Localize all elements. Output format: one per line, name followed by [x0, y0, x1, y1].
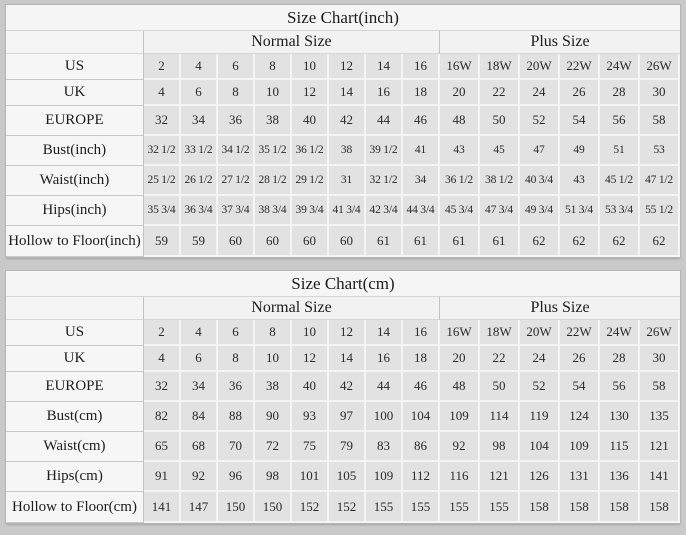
size-cell: 83	[366, 432, 403, 462]
row-label: Hollow to Floor(cm)	[6, 492, 144, 523]
size-cell: 24W	[600, 320, 640, 346]
size-cell: 38	[329, 136, 366, 166]
size-cell: 96	[218, 462, 255, 492]
size-cell: 20W	[520, 320, 560, 346]
table-row	[6, 166, 680, 196]
row-label: Hollow to Floor(inch)	[6, 226, 144, 257]
size-cell: 38	[255, 106, 292, 136]
row-label: US	[6, 320, 144, 346]
table-row	[6, 462, 680, 492]
size-cell: 42 3/4	[366, 196, 403, 226]
size-cell: 41	[403, 136, 440, 166]
table-row	[6, 346, 680, 372]
size-cell: 49 3/4	[520, 196, 560, 226]
size-cell: 158	[560, 492, 600, 523]
size-cell: 150	[218, 492, 255, 523]
size-cell: 90	[255, 402, 292, 432]
size-cell: 58	[640, 106, 680, 136]
table-row	[6, 271, 680, 297]
size-cell: 20W	[520, 54, 560, 80]
size-cell: 14	[366, 320, 403, 346]
table-row	[6, 136, 680, 166]
size-cell: 26 1/2	[181, 166, 218, 196]
size-cell: 14	[329, 346, 366, 372]
size-cell: 24	[520, 346, 560, 372]
size-cell: 14	[366, 54, 403, 80]
size-cell: 22	[480, 346, 520, 372]
size-cell: 150	[255, 492, 292, 523]
size-cell: 6	[218, 320, 255, 346]
size-cell: 86	[403, 432, 440, 462]
size-cell: 39 3/4	[292, 196, 329, 226]
size-cell: 48	[440, 372, 480, 402]
group-header-plus: Plus Size	[440, 31, 680, 54]
size-cell: 61	[403, 226, 440, 257]
size-cell: 50	[480, 372, 520, 402]
size-cell: 36	[218, 106, 255, 136]
size-cell: 51 3/4	[560, 196, 600, 226]
size-cell: 119	[520, 402, 560, 432]
table-row	[6, 80, 680, 106]
size-cell: 33 1/2	[181, 136, 218, 166]
table-row	[6, 5, 680, 31]
size-cell: 42	[329, 106, 366, 136]
size-cell: 38	[255, 372, 292, 402]
size-cell: 60	[292, 226, 329, 257]
size-cell: 121	[480, 462, 520, 492]
size-cell: 4	[144, 346, 181, 372]
size-cell: 105	[329, 462, 366, 492]
table-row	[6, 54, 680, 80]
size-cell: 16	[403, 320, 440, 346]
row-label: Hips(inch)	[6, 196, 144, 226]
size-cell: 58	[640, 372, 680, 402]
size-cell: 152	[292, 492, 329, 523]
size-cell: 112	[403, 462, 440, 492]
table-row	[6, 492, 680, 523]
table-row	[6, 372, 680, 402]
row-label: EUROPE	[6, 372, 144, 402]
size-cell: 12	[329, 320, 366, 346]
size-cell: 12	[292, 346, 329, 372]
size-cell: 155	[480, 492, 520, 523]
row-label: US	[6, 54, 144, 80]
size-cell: 98	[255, 462, 292, 492]
size-cell: 60	[218, 226, 255, 257]
size-cell: 6	[181, 346, 218, 372]
size-cell: 84	[181, 402, 218, 432]
size-cell: 44	[366, 372, 403, 402]
size-cell: 29 1/2	[292, 166, 329, 196]
size-cell: 79	[329, 432, 366, 462]
size-cell: 52	[520, 372, 560, 402]
size-cell: 26W	[640, 320, 680, 346]
size-cell: 36 1/2	[292, 136, 329, 166]
size-cell: 47	[520, 136, 560, 166]
size-cell: 75	[292, 432, 329, 462]
size-cell: 135	[640, 402, 680, 432]
size-cell: 26	[560, 346, 600, 372]
size-cell: 10	[292, 54, 329, 80]
size-cell: 20	[440, 80, 480, 106]
size-cell: 36	[218, 372, 255, 402]
size-cell: 40 3/4	[520, 166, 560, 196]
size-cell: 4	[181, 54, 218, 80]
size-cell: 16W	[440, 320, 480, 346]
size-cell: 53 3/4	[600, 196, 640, 226]
size-cell: 28	[600, 346, 640, 372]
size-cell: 35 1/2	[255, 136, 292, 166]
size-cell: 49	[560, 136, 600, 166]
size-cell: 130	[600, 402, 640, 432]
size-cell: 28 1/2	[255, 166, 292, 196]
size-cell: 68	[181, 432, 218, 462]
size-cell: 18W	[480, 320, 520, 346]
row-label: UK	[6, 80, 144, 106]
size-cell: 62	[560, 226, 600, 257]
size-cell: 88	[218, 402, 255, 432]
table-title: Size Chart(inch)	[6, 5, 680, 31]
size-cell: 10	[292, 320, 329, 346]
size-cell: 126	[520, 462, 560, 492]
size-cell: 47 1/2	[640, 166, 680, 196]
size-cell: 158	[600, 492, 640, 523]
size-cell: 155	[440, 492, 480, 523]
size-cell: 152	[329, 492, 366, 523]
size-cell: 36 1/2	[440, 166, 480, 196]
size-cell: 30	[640, 346, 680, 372]
size-cell: 55 1/2	[640, 196, 680, 226]
table-row	[6, 31, 680, 54]
size-cell: 38 1/2	[480, 166, 520, 196]
size-chart-inch-table	[6, 5, 680, 257]
size-cell: 92	[440, 432, 480, 462]
row-label: Hips(cm)	[6, 462, 144, 492]
row-label: Waist(cm)	[6, 432, 144, 462]
size-cell: 8	[255, 54, 292, 80]
size-cell: 4	[181, 320, 218, 346]
size-cell: 22W	[560, 320, 600, 346]
row-label: EUROPE	[6, 106, 144, 136]
size-cell: 39 1/2	[366, 136, 403, 166]
size-cell: 40	[292, 372, 329, 402]
table-row	[6, 320, 680, 346]
size-cell: 61	[366, 226, 403, 257]
row-label: Bust(inch)	[6, 136, 144, 166]
size-cell: 56	[600, 106, 640, 136]
size-cell: 104	[520, 432, 560, 462]
size-cell: 12	[292, 80, 329, 106]
size-cell: 43	[560, 166, 600, 196]
size-cell: 32	[144, 372, 181, 402]
group-header-normal: Normal Size	[144, 31, 440, 54]
size-cell: 121	[640, 432, 680, 462]
size-cell: 61	[480, 226, 520, 257]
size-cell: 141	[640, 462, 680, 492]
size-cell: 10	[255, 346, 292, 372]
size-cell: 22W	[560, 54, 600, 80]
size-cell: 45	[480, 136, 520, 166]
corner-cell	[6, 297, 144, 320]
size-cell: 8	[218, 80, 255, 106]
size-cell: 25 1/2	[144, 166, 181, 196]
table-row	[6, 402, 680, 432]
size-cell: 34	[181, 106, 218, 136]
size-cell: 51	[600, 136, 640, 166]
corner-cell	[6, 31, 144, 54]
size-cell: 26	[560, 80, 600, 106]
size-cell: 136	[600, 462, 640, 492]
table-row	[6, 196, 680, 226]
size-cell: 70	[218, 432, 255, 462]
size-cell: 104	[403, 402, 440, 432]
size-cell: 16	[366, 346, 403, 372]
size-cell: 45 1/2	[600, 166, 640, 196]
size-cell: 44	[366, 106, 403, 136]
row-label: Waist(inch)	[6, 166, 144, 196]
row-label: Bust(cm)	[6, 402, 144, 432]
size-cell: 82	[144, 402, 181, 432]
size-cell: 2	[144, 54, 181, 80]
group-header-normal: Normal Size	[144, 297, 440, 320]
size-cell: 48	[440, 106, 480, 136]
size-cell: 42	[329, 372, 366, 402]
size-cell: 54	[560, 106, 600, 136]
size-cell: 24	[520, 80, 560, 106]
size-cell: 32 1/2	[366, 166, 403, 196]
size-cell: 31	[329, 166, 366, 196]
size-cell: 30	[640, 80, 680, 106]
size-cell: 62	[640, 226, 680, 257]
size-cell: 18	[403, 80, 440, 106]
size-cell: 115	[600, 432, 640, 462]
size-cell: 147	[181, 492, 218, 523]
size-cell: 22	[480, 80, 520, 106]
size-cell: 100	[366, 402, 403, 432]
size-cell: 38 3/4	[255, 196, 292, 226]
size-cell: 8	[255, 320, 292, 346]
table-row	[6, 106, 680, 136]
size-cell: 72	[255, 432, 292, 462]
size-cell: 2	[144, 320, 181, 346]
size-cell: 32 1/2	[144, 136, 181, 166]
size-cell: 158	[640, 492, 680, 523]
size-cell: 24W	[600, 54, 640, 80]
size-cell: 46	[403, 106, 440, 136]
size-cell: 45 3/4	[440, 196, 480, 226]
size-cell: 6	[181, 80, 218, 106]
size-cell: 109	[440, 402, 480, 432]
size-cell: 93	[292, 402, 329, 432]
size-cell: 155	[403, 492, 440, 523]
size-cell: 92	[181, 462, 218, 492]
size-cell: 109	[366, 462, 403, 492]
size-cell: 16	[403, 54, 440, 80]
size-cell: 36 3/4	[181, 196, 218, 226]
size-cell: 91	[144, 462, 181, 492]
size-cell: 46	[403, 372, 440, 402]
size-cell: 16	[366, 80, 403, 106]
size-cell: 26W	[640, 54, 680, 80]
size-cell: 116	[440, 462, 480, 492]
size-cell: 18W	[480, 54, 520, 80]
size-cell: 65	[144, 432, 181, 462]
size-cell: 34	[403, 166, 440, 196]
size-cell: 54	[560, 372, 600, 402]
size-cell: 52	[520, 106, 560, 136]
size-cell: 131	[560, 462, 600, 492]
size-cell: 40	[292, 106, 329, 136]
size-cell: 16W	[440, 54, 480, 80]
size-cell: 41 3/4	[329, 196, 366, 226]
table-row	[6, 432, 680, 462]
size-cell: 47 3/4	[480, 196, 520, 226]
size-cell: 124	[560, 402, 600, 432]
size-cell: 60	[329, 226, 366, 257]
size-cell: 53	[640, 136, 680, 166]
group-header-plus: Plus Size	[440, 297, 680, 320]
row-label: UK	[6, 346, 144, 372]
size-cell: 35 3/4	[144, 196, 181, 226]
table-row	[6, 297, 680, 320]
size-cell: 141	[144, 492, 181, 523]
size-cell: 8	[218, 346, 255, 372]
size-cell: 44 3/4	[403, 196, 440, 226]
size-cell: 43	[440, 136, 480, 166]
size-cell: 4	[144, 80, 181, 106]
size-chart-page	[0, 5, 686, 535]
table-row	[6, 226, 680, 257]
size-cell: 109	[560, 432, 600, 462]
size-cell: 18	[403, 346, 440, 372]
size-cell: 28	[600, 80, 640, 106]
size-cell: 62	[600, 226, 640, 257]
size-cell: 62	[520, 226, 560, 257]
size-cell: 98	[480, 432, 520, 462]
table-title: Size Chart(cm)	[6, 271, 680, 297]
size-cell: 97	[329, 402, 366, 432]
size-cell: 50	[480, 106, 520, 136]
size-chart-cm-table	[6, 271, 680, 523]
size-cell: 34	[181, 372, 218, 402]
size-cell: 59	[144, 226, 181, 257]
size-cell: 37 3/4	[218, 196, 255, 226]
size-cell: 56	[600, 372, 640, 402]
size-cell: 34 1/2	[218, 136, 255, 166]
size-cell: 155	[366, 492, 403, 523]
size-cell: 59	[181, 226, 218, 257]
size-cell: 60	[255, 226, 292, 257]
size-cell: 14	[329, 80, 366, 106]
size-cell: 114	[480, 402, 520, 432]
size-cell: 61	[440, 226, 480, 257]
size-cell: 12	[329, 54, 366, 80]
size-cell: 101	[292, 462, 329, 492]
size-cell: 32	[144, 106, 181, 136]
size-cell: 158	[520, 492, 560, 523]
size-cell: 6	[218, 54, 255, 80]
size-cell: 10	[255, 80, 292, 106]
size-cell: 27 1/2	[218, 166, 255, 196]
size-cell: 20	[440, 346, 480, 372]
